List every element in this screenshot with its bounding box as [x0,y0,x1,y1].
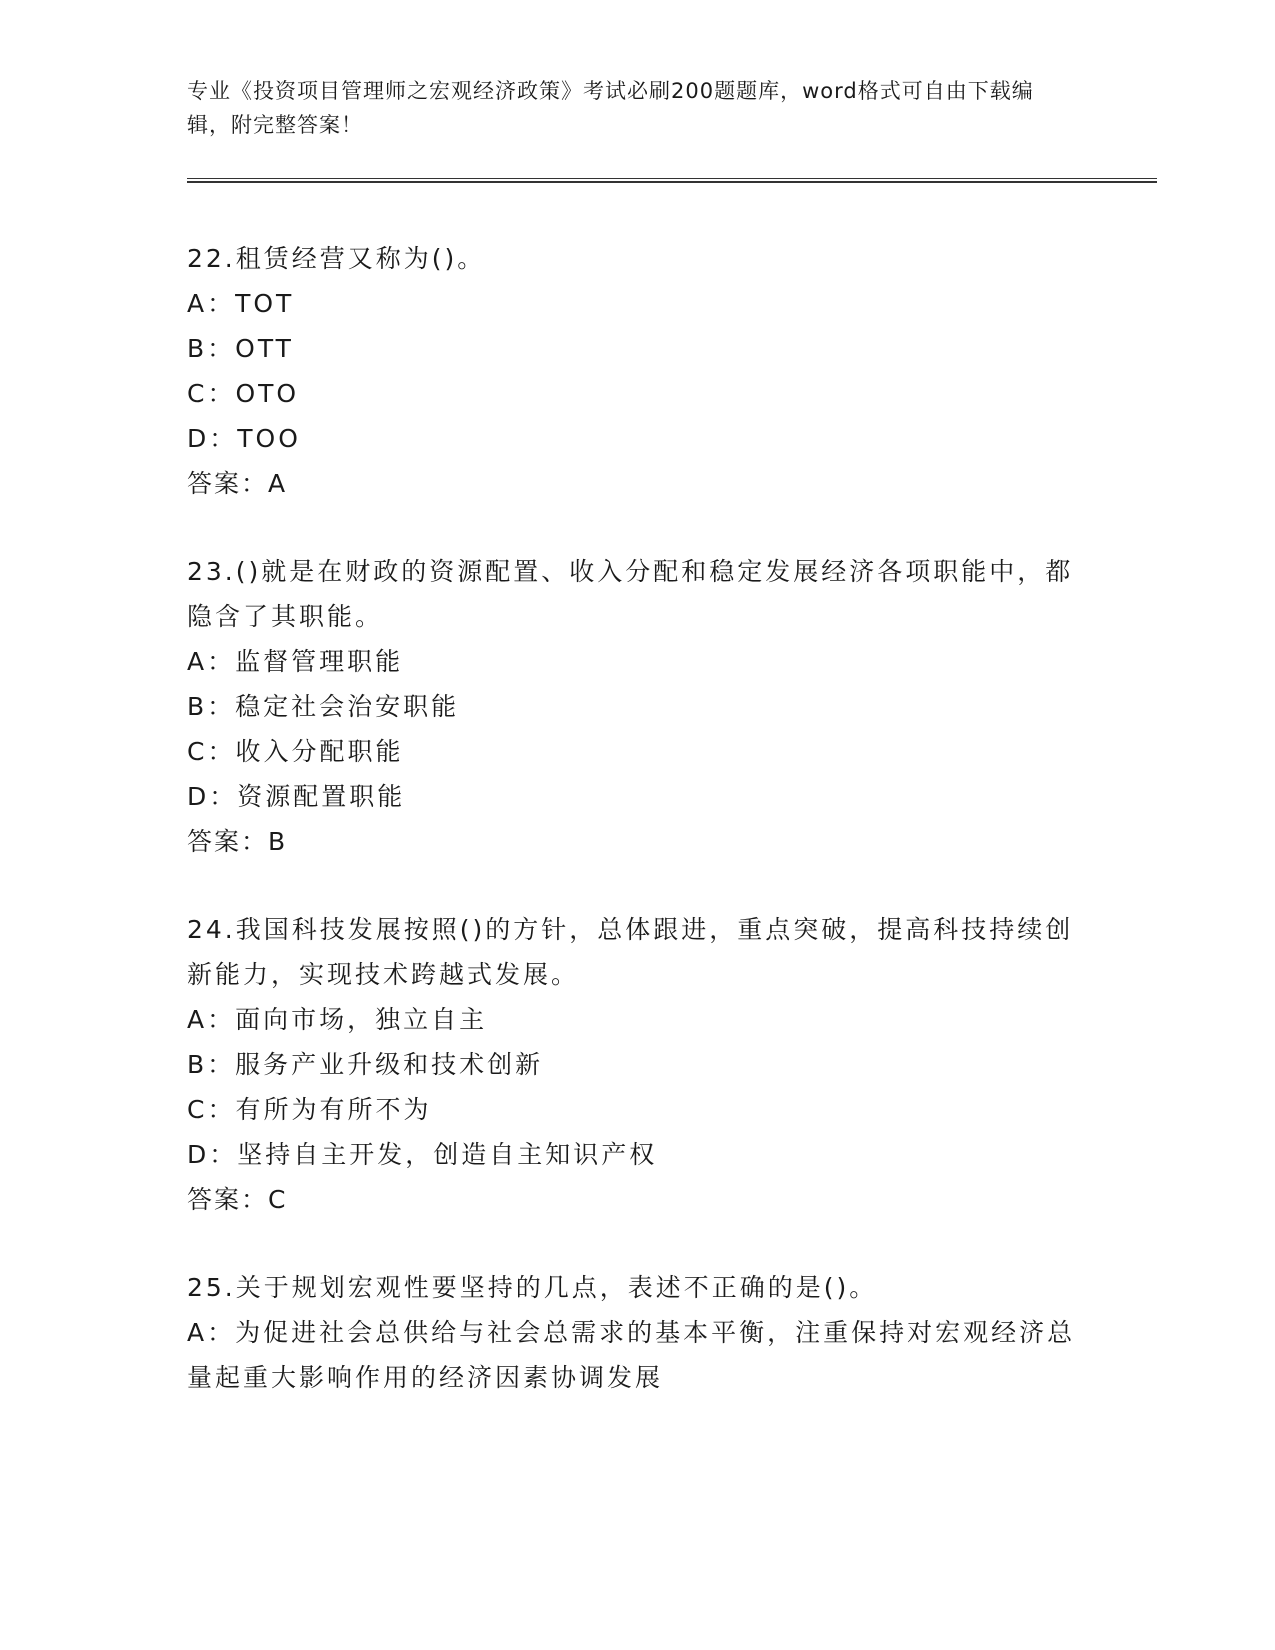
question-24 [187,907,1087,1222]
question-text: 25.关于规划宏观性要坚持的几点，表述不正确的是()。 [187,1273,878,1302]
option-d: D：资源配置职能 [187,782,406,811]
answer: 答案：A [187,469,288,498]
document-header: 专业《投资项目管理师之宏观经济政策》考试必刷200题题库，word格式可自由下载编辑，附完整答案！ [187,79,1034,137]
question-text: 24.我国科技发展按照()的方针，总体跟进，重点突破，提高科技持续创新能力，实现技术跨越式发展。 [187,915,1074,989]
question-text: 23.()就是在财政的资源配置、收入分配和稳定发展经济各项职能中，都隐含了其职能。 [187,557,1074,631]
question-text: 22.租赁经营又称为()。 [187,244,486,273]
option-c: C：有所为有所不为 [187,1095,432,1124]
option-b: B：稳定社会治安职能 [187,692,460,721]
question-23 [187,549,1087,864]
question-list [187,236,1087,1443]
answer: 答案：C [187,1185,288,1214]
option-a: A：监督管理职能 [187,647,404,676]
option-a: A：为促进社会总供给与社会总需求的基本平衡，注重保持对宏观经济总量起重大影响作用的经济因素协调发展 [187,1318,1076,1392]
question-25 [187,1265,1087,1400]
question-22 [187,236,1087,506]
option-a: A：TOT [187,289,295,318]
option-d: D：坚持自主开发，创造自主知识产权 [187,1140,658,1169]
option-b: B：OTT [187,334,294,363]
option-b: B：服务产业升级和技术创新 [187,1050,544,1079]
option-d: D：TOO [187,424,301,453]
header-divider [187,178,1157,183]
answer: 答案：B [187,827,288,856]
option-c: C：OTO [187,379,300,408]
option-a: A：面向市场，独立自主 [187,1005,488,1034]
option-c: C：收入分配职能 [187,737,404,766]
